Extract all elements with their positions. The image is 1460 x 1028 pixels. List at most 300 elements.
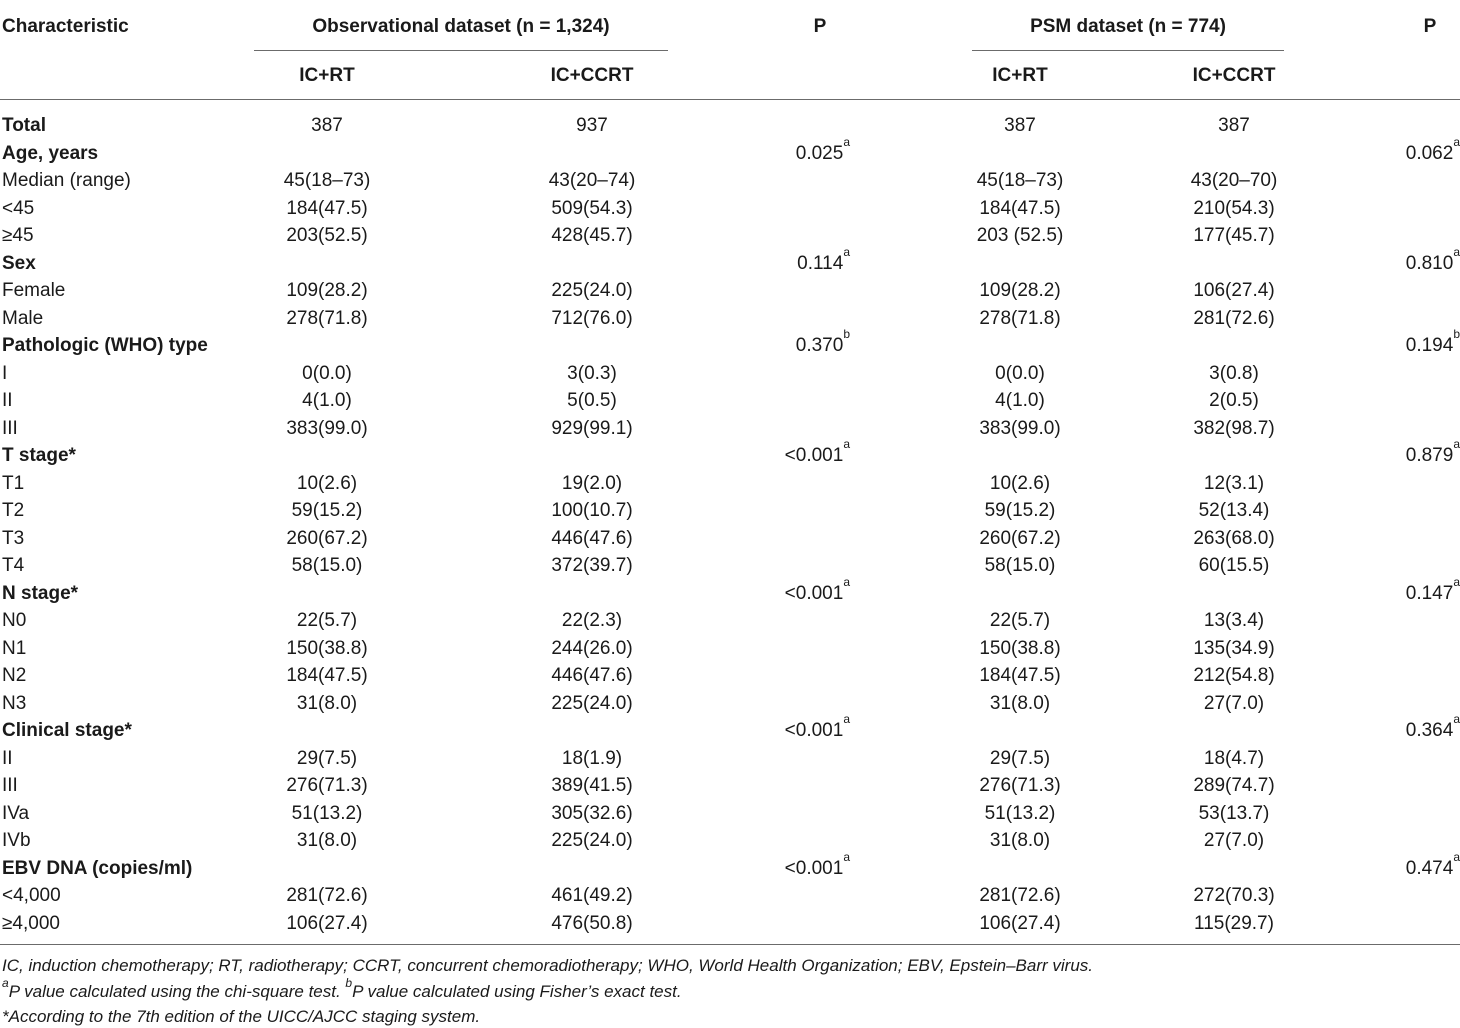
p-psm-cell-text: 0.062 [1405,142,1454,164]
obs-ic-ccrt-cell-text: 225(24.0) [551,692,633,714]
psm-ic-ccrt-cell [1164,635,1304,662]
psm-ic-rt-cell [950,415,1090,442]
p-value-superscript: a [1453,574,1460,589]
table-row [0,195,1460,223]
obs-ic-rt-cell [257,552,397,579]
row-label [2,745,13,772]
row-label-text: Pathologic (WHO) type [2,335,208,356]
psm-ic-rt-cell-text: 45(18–73) [976,170,1064,191]
row-label [2,772,18,799]
obs-ic-ccrt-cell [522,415,662,442]
p-psm-cell [1300,327,1460,359]
row-label [2,140,98,167]
row-label-text: III [2,417,18,439]
obs-ic-rt-cell-text: 184(47.5) [286,665,368,686]
obs-ic-ccrt-cell-text: 446(47.6) [551,527,633,549]
section-row [0,244,1460,278]
row-label [2,635,26,662]
psm-ic-rt-cell [950,827,1090,854]
psm-ic-ccrt-cell-text: 135(34.9) [1193,637,1275,659]
p-value-superscript: a [1453,437,1460,451]
psm-ic-ccrt-cell-text: 43(20–70) [1190,170,1278,191]
obs-ic-ccrt-cell-text: 372(39.7) [551,555,633,576]
row-label [2,167,131,194]
psm-ic-rt-cell [950,470,1090,497]
row-label [2,827,31,854]
row-label-text: T1 [2,472,25,494]
table-row [0,910,1460,938]
table-row [0,827,1460,855]
obs-ic-ccrt-cell [522,470,662,497]
psm-ic-ccrt-cell [1164,772,1304,799]
obs-ic-ccrt-cell-text: 225(24.0) [551,830,633,851]
psm-ic-rt-cell [950,222,1090,249]
obs-ic-ccrt-cell-text: 461(49.2) [551,885,633,906]
footnote-staging: *According to the 7th edition of the UICC/AJCC staging system. [2,1007,481,1026]
header-p-observational: P [813,16,827,37]
row-label-text: Age, years [2,142,99,164]
psm-ic-ccrt-cell-text: 60(15.5) [1198,555,1270,576]
obs-ic-ccrt-cell-text: 3(0.3) [567,362,617,384]
obs-ic-rt-cell [257,827,397,854]
obs-ic-rt-cell [257,305,397,332]
obs-ic-rt-cell [257,772,397,799]
row-label-text: IVb [2,830,31,851]
row-label [2,662,26,689]
p-value-superscript: a [1453,134,1460,149]
psm-ic-ccrt-cell-text: 13(3.4) [1203,610,1265,631]
psm-ic-ccrt-cell [1164,112,1304,139]
p-psm-cell [1300,244,1460,277]
obs-ic-rt-cell [257,497,397,524]
row-label-text: <4,000 [2,885,61,906]
row-label-text: Female [2,280,66,301]
p-value-superscript: a [843,849,850,864]
psm-ic-rt-cell-text: 150(38.8) [979,637,1061,659]
table-row [0,360,1460,388]
psm-ic-ccrt-cell [1164,827,1304,854]
p-psm-cell [1300,712,1460,744]
p-psm-cell [1300,134,1460,167]
psm-ic-ccrt-cell-text: 382(98.7) [1193,417,1275,439]
p-observational-cell-text: 0.370 [795,335,844,356]
psm-ic-ccrt-cell-text: 12(3.1) [1203,472,1265,494]
psm-ic-ccrt-cell-text: 387 [1218,115,1250,136]
psm-ic-ccrt-cell-text: 27(7.0) [1203,830,1265,851]
p-observational-cell [700,849,850,882]
header-p-psm: P [1423,16,1437,37]
psm-ic-ccrt-cell [1164,305,1304,332]
row-label [2,442,76,469]
table-row [0,800,1460,828]
obs-ic-rt-cell-text: 184(47.5) [286,197,368,219]
obs-ic-ccrt-cell-text: 446(47.6) [551,665,633,686]
row-label-text: N3 [2,692,27,714]
p-psm-cell [1300,437,1460,469]
row-label-text: N2 [2,665,27,686]
psm-ic-rt-cell-text: 109(28.2) [979,280,1061,301]
psm-ic-ccrt-cell [1164,415,1304,442]
obs-ic-rt-cell [257,745,397,772]
row-label-text: T4 [2,555,25,576]
obs-ic-rt-cell-text: 383(99.0) [286,417,368,439]
row-label [2,222,34,249]
psm-ic-ccrt-cell-text: 272(70.3) [1193,885,1275,906]
row-label-text: III [2,775,18,796]
subheader-obs-ic-ccrt: IC+CCRT [550,65,634,86]
psm-ic-rt-cell [950,800,1090,827]
obs-ic-ccrt-cell-text: 937 [576,115,608,136]
footnote-a-text: P value calculated using the chi-square test. [8,982,346,1001]
psm-ic-ccrt-cell [1164,195,1304,222]
obs-ic-rt-cell-text: 150(38.8) [286,637,368,659]
footnote-b-mark: b [345,976,353,990]
psm-ic-ccrt-cell-text: 263(68.0) [1193,527,1275,549]
psm-ic-rt-cell [950,360,1090,387]
obs-ic-rt-cell [257,360,397,387]
row-label-text: T2 [2,500,25,521]
psm-ic-rt-cell [950,745,1090,772]
obs-ic-rt-cell-text: 45(18–73) [283,170,371,191]
psm-group-rule [972,50,1284,51]
row-label-text: II [2,390,13,411]
table-row [0,222,1460,250]
obs-ic-rt-cell [257,277,397,304]
section-row [0,327,1460,360]
obs-ic-ccrt-cell [522,910,662,937]
psm-ic-ccrt-cell [1164,167,1304,194]
p-psm-cell [1300,849,1460,882]
obs-ic-rt-cell [257,635,397,662]
obs-ic-ccrt-cell [522,882,662,909]
row-label-text: Male [2,307,44,329]
row-label-text: Total [2,115,46,136]
p-value-superscript: b [1453,327,1460,341]
obs-ic-ccrt-cell-text: 929(99.1) [551,417,633,439]
obs-ic-rt-cell [257,662,397,689]
p-psm-cell-text: 0.474 [1405,857,1454,879]
row-label [2,277,65,304]
psm-ic-rt-cell [950,910,1090,937]
obs-ic-ccrt-cell-text: 509(54.3) [551,197,633,219]
psm-ic-ccrt-cell-text: 53(13.7) [1198,802,1270,824]
obs-ic-ccrt-cell [522,635,662,662]
obs-ic-rt-cell-text: 203(52.5) [286,225,368,246]
row-label [2,195,34,222]
p-value-superscript: a [843,134,850,149]
p-value-superscript: a [1453,712,1460,726]
table-row [0,305,1460,333]
row-label [2,470,24,497]
row-label-text: IVa [2,802,30,824]
obs-ic-rt-cell-text: 59(15.2) [291,500,363,521]
footnote-tests [2,976,682,1003]
table-row [0,277,1460,305]
p-value-superscript: a [1453,849,1460,864]
obs-ic-ccrt-cell [522,662,662,689]
header-characteristic: Characteristic [2,16,129,37]
obs-ic-ccrt-cell [522,800,662,827]
p-observational-cell-text: <0.001 [784,720,844,741]
p-observational-cell-text: <0.001 [784,582,844,604]
table-row [0,470,1460,498]
obs-ic-rt-cell [257,387,397,414]
header-observational-dataset: Observational dataset (n = 1,324) [312,16,610,37]
psm-ic-ccrt-cell [1164,690,1304,717]
obs-ic-ccrt-cell [522,387,662,414]
psm-ic-rt-cell [950,662,1090,689]
p-observational-cell [700,134,850,167]
p-psm-cell-text: 0.147 [1405,582,1454,604]
row-label [2,580,78,607]
psm-ic-rt-cell [950,772,1090,799]
obs-ic-ccrt-cell [522,525,662,552]
p-observational-cell-text: <0.001 [784,445,844,466]
obs-ic-ccrt-cell-text: 5(0.5) [567,390,617,411]
obs-ic-rt-cell-text: 51(13.2) [291,802,363,824]
row-label [2,552,24,579]
row-label-text: II [2,747,13,769]
section-row [0,134,1460,168]
psm-ic-ccrt-cell [1164,552,1304,579]
psm-ic-rt-cell-text: 10(2.6) [989,472,1051,494]
footnote-abbreviations: IC, induction chemotherapy; RT, radiotherapy; CCRT, concurrent chemoradiotherapy; WHO, World Health Organization; EBV, Epstein–Barr virus. [2,956,1094,975]
row-label [2,112,46,139]
psm-ic-ccrt-cell-text: 2(0.5) [1209,390,1259,411]
psm-ic-rt-cell [950,607,1090,634]
section-row [0,712,1460,745]
row-label [2,717,132,744]
psm-ic-rt-cell [950,525,1090,552]
obs-ic-ccrt-cell [522,607,662,634]
p-observational-cell-text: <0.001 [784,857,844,879]
row-label [2,910,60,937]
psm-ic-ccrt-cell [1164,497,1304,524]
obs-ic-ccrt-cell [522,195,662,222]
row-label [2,415,18,442]
obs-ic-rt-cell-text: 31(8.0) [296,830,358,851]
psm-ic-ccrt-cell-text: 281(72.6) [1193,307,1275,329]
psm-ic-rt-cell-text: 281(72.6) [979,885,1061,906]
psm-ic-ccrt-cell [1164,525,1304,552]
row-label [2,387,13,414]
p-observational-cell [700,327,850,359]
row-label-text: Clinical stage* [2,720,132,741]
p-psm-cell-text: 0.364 [1405,720,1454,741]
psm-ic-rt-cell [950,882,1090,909]
row-label [2,305,43,332]
obs-ic-rt-cell-text: 281(72.6) [286,885,368,906]
subheader-psm-ic-rt: IC+RT [992,65,1048,86]
p-observational-cell-text: 0.025 [795,142,844,164]
psm-ic-rt-cell [950,112,1090,139]
psm-ic-ccrt-cell [1164,222,1304,249]
obs-ic-ccrt-cell [522,360,662,387]
psm-ic-rt-cell-text: 203 (52.5) [976,225,1064,246]
section-row [0,112,1460,140]
footnote-a-mark: a [2,976,9,990]
row-label [2,525,24,552]
obs-ic-rt-cell-text: 109(28.2) [286,280,368,301]
p-value-superscript: b [843,327,850,341]
p-value-superscript: a [843,437,850,451]
subheader-obs-ic-rt: IC+RT [299,65,355,86]
row-label [2,332,208,359]
obs-ic-rt-cell-text: 106(27.4) [286,912,368,934]
row-label-text: I [2,362,8,384]
obs-ic-rt-cell-text: 260(67.2) [286,527,368,549]
obs-ic-rt-cell-text: 387 [311,115,343,136]
obs-ic-ccrt-cell [522,305,662,332]
psm-ic-ccrt-cell [1164,360,1304,387]
psm-ic-rt-cell [950,497,1090,524]
psm-ic-ccrt-cell-text: 3(0.8) [1209,362,1259,384]
obs-ic-rt-cell [257,882,397,909]
obs-ic-rt-cell [257,167,397,194]
psm-ic-rt-cell-text: 383(99.0) [979,417,1061,439]
obs-ic-ccrt-cell [522,222,662,249]
row-label [2,882,61,909]
psm-ic-rt-cell-text: 51(13.2) [984,802,1056,824]
row-label-text: <45 [2,197,35,219]
psm-ic-rt-cell-text: 59(15.2) [984,500,1056,521]
psm-ic-rt-cell-text: 387 [1004,115,1036,136]
p-observational-cell [700,244,850,277]
p-observational-cell [700,712,850,744]
psm-ic-rt-cell-text: 58(15.0) [984,555,1056,576]
table-row [0,635,1460,663]
psm-ic-ccrt-cell [1164,745,1304,772]
row-label-text: N1 [2,637,27,659]
psm-ic-ccrt-cell [1164,387,1304,414]
psm-ic-rt-cell-text: 29(7.5) [989,747,1051,769]
section-row [0,574,1460,608]
p-observational-cell-text: 0.114 [797,252,844,274]
table-row [0,690,1460,718]
psm-ic-rt-cell-text: 276(71.3) [979,775,1061,796]
obs-ic-ccrt-cell [522,772,662,799]
obs-ic-rt-cell [257,195,397,222]
table-row [0,167,1460,195]
psm-ic-ccrt-cell-text: 212(54.8) [1193,665,1275,686]
obs-ic-rt-cell-text: 31(8.0) [296,692,358,714]
row-label [2,360,7,387]
row-label-text: N0 [2,610,27,631]
obs-ic-ccrt-cell [522,827,662,854]
p-psm-cell-text: 0.879 [1405,445,1454,466]
obs-ic-ccrt-cell-text: 244(26.0) [551,637,633,659]
row-label-text: Median (range) [2,170,131,191]
obs-ic-rt-cell-text: 22(5.7) [296,610,358,631]
psm-ic-ccrt-cell-text: 177(45.7) [1193,225,1275,246]
obs-ic-rt-cell [257,112,397,139]
row-label-text: ≥4,000 [2,912,60,934]
header-psm-dataset: PSM dataset (n = 774) [1030,16,1226,37]
row-label [2,250,36,277]
row-label-text: N stage* [2,582,79,604]
obs-ic-ccrt-cell [522,497,662,524]
header-bottom-rule [0,99,1460,100]
p-observational-cell [700,437,850,469]
obs-ic-rt-cell-text: 58(15.0) [291,555,363,576]
obs-ic-ccrt-cell-text: 428(45.7) [551,225,633,246]
obs-ic-rt-cell [257,525,397,552]
psm-ic-ccrt-cell-text: 27(7.0) [1203,692,1265,714]
obs-ic-ccrt-cell [522,552,662,579]
psm-ic-rt-cell-text: 184(47.5) [979,665,1061,686]
obs-ic-ccrt-cell-text: 22(2.3) [561,610,623,631]
p-value-superscript: a [843,574,850,589]
obs-ic-ccrt-cell [522,167,662,194]
obs-ic-ccrt-cell-text: 305(32.6) [551,802,633,824]
row-label-text: T stage* [2,445,76,466]
psm-ic-rt-cell [950,167,1090,194]
psm-ic-rt-cell-text: 22(5.7) [989,610,1051,631]
psm-ic-ccrt-cell [1164,882,1304,909]
section-row [0,849,1460,883]
psm-ic-ccrt-cell [1164,800,1304,827]
observational-group-rule [254,50,668,51]
obs-ic-rt-cell [257,800,397,827]
row-label [2,800,29,827]
section-row [0,437,1460,470]
obs-ic-ccrt-cell-text: 712(76.0) [551,307,633,329]
psm-ic-ccrt-cell [1164,662,1304,689]
obs-ic-rt-cell [257,470,397,497]
psm-ic-rt-cell-text: 260(67.2) [979,527,1061,549]
obs-ic-ccrt-cell-text: 225(24.0) [551,280,633,301]
obs-ic-ccrt-cell-text: 19(2.0) [561,472,623,494]
obs-ic-rt-cell-text: 278(71.8) [286,307,368,329]
table-row [0,745,1460,773]
psm-ic-ccrt-cell-text: 115(29.7) [1194,912,1274,934]
subheader-psm-ic-ccrt: IC+CCRT [1192,65,1276,86]
psm-ic-rt-cell-text: 4(1.0) [995,390,1045,411]
footnote-b-text: P value calculated using Fisher’s exact test. [352,982,682,1001]
obs-ic-ccrt-cell [522,277,662,304]
obs-ic-ccrt-cell-text: 18(1.9) [561,747,623,769]
obs-ic-ccrt-cell [522,745,662,772]
obs-ic-ccrt-cell [522,690,662,717]
psm-ic-rt-cell [950,635,1090,662]
obs-ic-rt-cell-text: 4(1.0) [302,390,352,411]
obs-ic-rt-cell-text: 29(7.5) [296,747,358,769]
table-row [0,662,1460,690]
row-label [2,855,192,882]
p-observational-cell [700,574,850,607]
psm-ic-rt-cell [950,690,1090,717]
psm-ic-ccrt-cell-text: 210(54.3) [1193,197,1275,219]
psm-ic-ccrt-cell-text: 52(13.4) [1198,500,1270,521]
row-label-text: ≥45 [2,225,34,246]
table-row [0,552,1460,580]
obs-ic-rt-cell [257,690,397,717]
psm-ic-rt-cell [950,552,1090,579]
row-label [2,497,24,524]
obs-ic-rt-cell [257,910,397,937]
obs-ic-rt-cell [257,607,397,634]
psm-ic-rt-cell-text: 31(8.0) [989,830,1051,851]
psm-ic-rt-cell-text: 106(27.4) [979,912,1061,934]
psm-ic-ccrt-cell [1164,910,1304,937]
p-psm-cell [1300,574,1460,607]
p-value-superscript: a [843,712,850,726]
psm-ic-ccrt-cell [1164,277,1304,304]
row-label [2,690,26,717]
psm-ic-ccrt-cell [1164,470,1304,497]
psm-ic-ccrt-cell [1164,607,1304,634]
table-row [0,772,1460,800]
